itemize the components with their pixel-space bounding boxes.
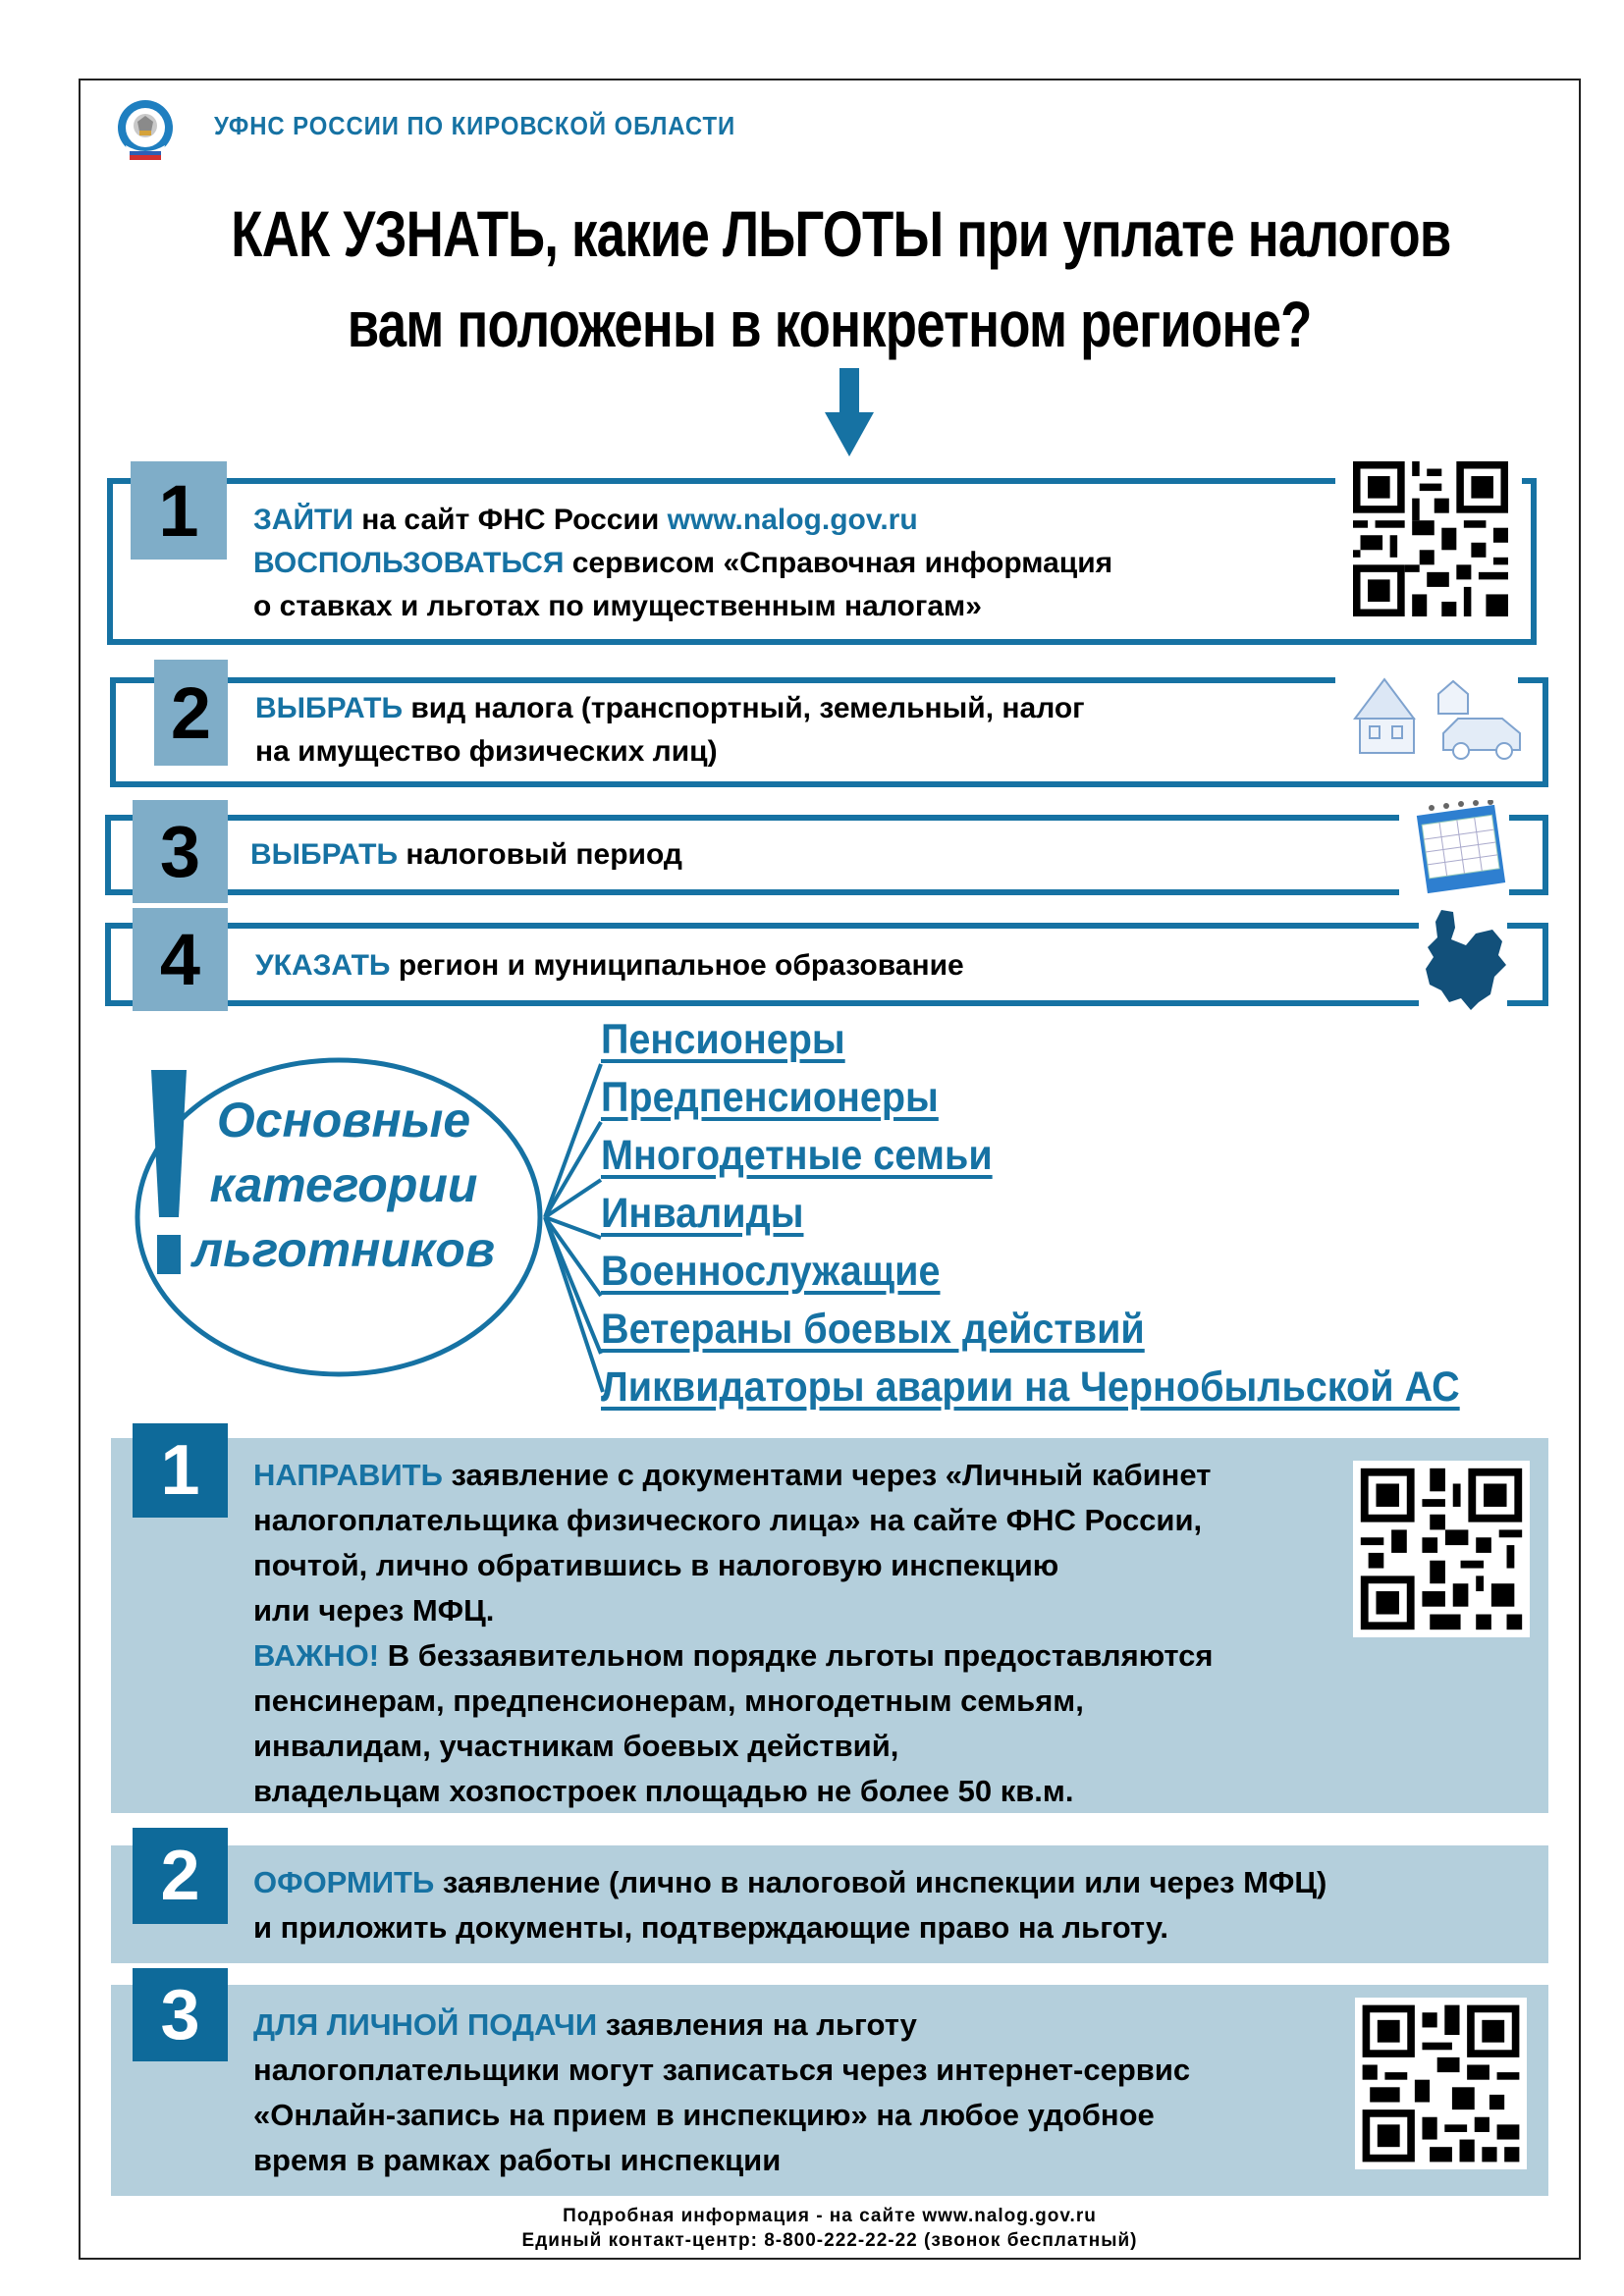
region-map-icon bbox=[1422, 908, 1510, 1011]
org-name: УФНС РОССИИ ПО КИРОВСКОЙ ОБЛАСТИ bbox=[214, 111, 736, 140]
category-item[interactable]: Инвалиды bbox=[601, 1190, 804, 1237]
get-step-2-text: ОФОРМИТЬ заявление (лично в налоговой инспекции или через МФЦ) и приложить документы, подтверждающие право на льготу. bbox=[253, 1865, 1327, 1945]
find-step-1-number: 1 bbox=[131, 461, 227, 560]
arrow-down-icon bbox=[825, 368, 874, 456]
category-item[interactable]: Предпенсионеры bbox=[601, 1074, 939, 1121]
category-item[interactable]: Военнослужащие bbox=[601, 1248, 941, 1295]
get-step-1-text: НАПРАВИТЬ заявление с документами через «Личный кабинет налогоплательщика физического лица» на сайте ФНС России, почтой, лично обратившись в налоговую инспекцию или через МФЦ. ВАЖНО! В беззаявительном порядке льготы предоставляются пенсинерам, предпенсионерам, многодетным семьям, инвалидам, участникам боевых действий, владельцам хозпостроек площадью не более 50 кв.м. bbox=[253, 1458, 1214, 1808]
qr-code-icon bbox=[1353, 459, 1508, 618]
get-step-1-number: 1 bbox=[133, 1423, 228, 1518]
fns-emblem-icon bbox=[116, 98, 175, 163]
page-title-line-1: КАК УЗНАТЬ, какие ЛЬГОТЫ при уплате налогов bbox=[231, 197, 1451, 270]
get-step-2-number: 2 bbox=[133, 1828, 228, 1924]
find-step-2-number: 2 bbox=[154, 660, 228, 766]
category-item[interactable]: Ветераны боевых действий bbox=[601, 1306, 1145, 1353]
nalog-link[interactable]: www.nalog.gov.ru bbox=[667, 504, 918, 536]
categories-label: Основные категории льготников bbox=[191, 1093, 496, 1277]
calendar-icon bbox=[1402, 800, 1510, 898]
page-title-line-2: вам положены в конкретном регионе? bbox=[348, 288, 1312, 360]
find-step-3-text: ВЫБРАТЬ налоговый период bbox=[250, 838, 682, 871]
find-step-2-text: ВЫБРАТЬ вид налога (транспортный, земельный, налог на имущество физических лиц) bbox=[255, 692, 1085, 768]
get-step-3-text: ДЛЯ ЛИЧНОЙ ПОДАЧИ заявления на льготу налогоплательщики могут записаться через интернет-сервис «Онлайн-запись на прием в инспекцию» на любое удобное время в рамках работы инспекции bbox=[253, 2007, 1191, 2177]
categories-list bbox=[601, 1011, 1535, 1416]
get-step-3-number: 3 bbox=[133, 1968, 228, 2061]
find-step-3-number: 3 bbox=[133, 800, 228, 903]
category-item[interactable]: Пенсионеры bbox=[601, 1016, 845, 1063]
qr-code-icon bbox=[1353, 1461, 1530, 1637]
category-item[interactable]: Многодетные семьи bbox=[601, 1132, 993, 1179]
footer-contact: Единый контакт-центр: 8-800-222-22-22 (звонок бесплатный) bbox=[521, 2230, 1138, 2251]
house-car-icon bbox=[1345, 660, 1532, 768]
footer-info: Подробная информация - на сайте www.nalog.gov.ru bbox=[563, 2206, 1097, 2226]
find-step-4-number: 4 bbox=[133, 908, 228, 1011]
qr-code-icon bbox=[1355, 1998, 1527, 2169]
find-step-4-text: УКАЗАТЬ регион и муниципальное образование bbox=[255, 949, 964, 982]
find-step-1-text: ЗАЙТИ на сайт ФНС России www.nalog.gov.ru ВОСПОЛЬЗОВАТЬСЯ сервисом «Справочная информация о ставках и льготах по имущественным налогам» bbox=[253, 504, 1113, 622]
category-item[interactable]: Ликвидаторы аварии на Чернобыльской АС bbox=[601, 1363, 1460, 1411]
